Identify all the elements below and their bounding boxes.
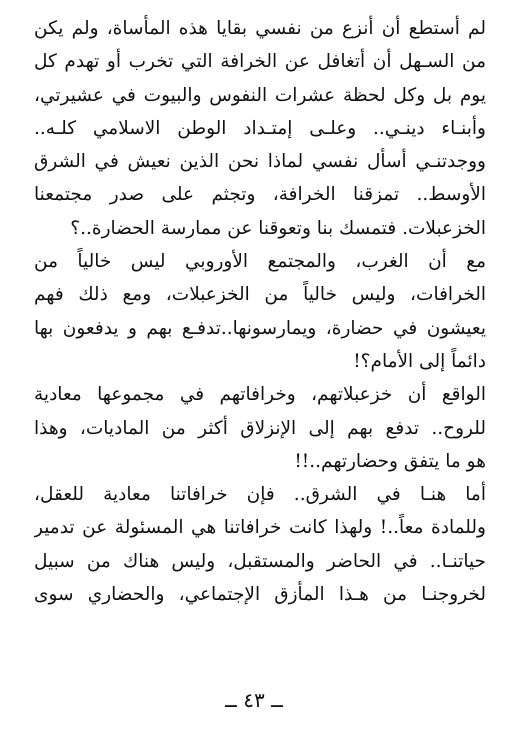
text-line: يعيشون في حضارة، ويمارسونها..تدفـع بهم و يدفعون بها — [34, 317, 486, 339]
text-line: دائماً إلى الأمام؟! — [353, 350, 486, 372]
text-line: الأوسط.. تمزقنا الخرافة، وتجثم على صدر مجتمعنا — [34, 184, 486, 206]
text-line: أما هنـا في الشرق.. فإن خرافاتنا معادية للعقل، — [34, 484, 486, 506]
text-line: لخروجنـا من هـذا المأزق الإجتماعي، والحضاري سوى — [34, 584, 486, 606]
text-line: ووجدتنـي أسأل نفسي لماذا نحن الذين نعيش في الشرق — [34, 151, 486, 173]
page-number: ــ ٤٣ ــ — [225, 688, 283, 712]
text-line: الخزعبلات. فتمسك بنا وتعوقنا عن ممارسة الحضارة..؟ — [70, 217, 486, 239]
text-line: من السـهل أن أتغافل عن الخرافة التي تخرب أو تهدم كل — [34, 51, 486, 73]
text-line: مع أن الغرب، والمجتمع الأوروبي ليس خالياً من — [34, 251, 486, 273]
text-line: الخرافات، وليس خالياً من الخزعبلات، ومع ذلك فهم — [34, 284, 486, 306]
text-line: حياتنـا.. في الحاضر والمستقبل، وليس هناك من سبيل — [34, 550, 486, 572]
text-line: الواقع أن خزعبلاتهم، وخرافاتهم في مجموعها معادية — [34, 384, 486, 406]
text-line: وللمادة معاً..! ولهذا كانت خرافاتنا هي المسئولة عن تدمير — [34, 517, 486, 539]
text-line: للروح.. تدفع بهم إلى الإنزلاق أكثر من الماديات، وهذا — [34, 417, 486, 439]
text-line: وأبنـاء دينـي.. وعلـى إمتـداد الوطن الاسلامي كلـه.. — [34, 117, 486, 139]
text-line: هو ما يتفق وحضارتهم..!! — [294, 450, 486, 472]
body-text — [34, 12, 486, 611]
text-line: يوم بل وكل لحظة عشرات النفوس والبيوت في عشيرتي، — [34, 84, 486, 106]
text-line: لم أستطع أن أنزع من نفسي بقايا هذه المأساة، ولم يكن — [34, 18, 486, 39]
